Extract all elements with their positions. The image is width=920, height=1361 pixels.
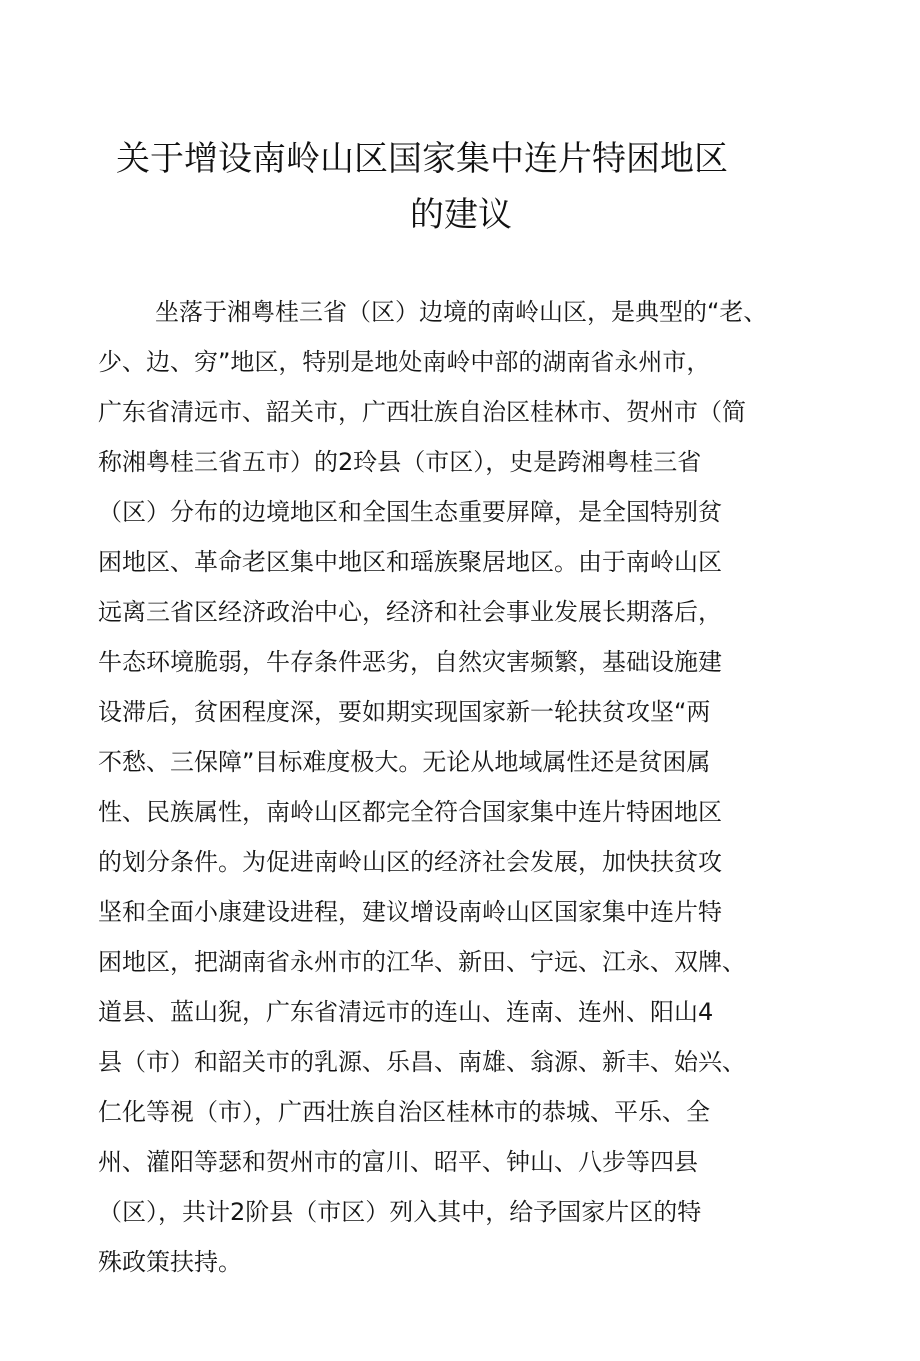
paragraph-line: 性、民族属性，南岭山区都完全符合国家集中连片特困地区 [98,798,722,826]
document-title-line-1: 关于增设南岭山区国家集中连片特困地区 [116,139,728,179]
paragraph-line: 州、灌阳等瑟和贺州市的富川、昭平、钟山、八步等四县 [98,1148,698,1176]
paragraph-line: （区）分布的边境地区和全国生态重要屏障，是全国特别贫 [98,498,722,526]
paragraph-line: 坚和全面小康建设进程，建议增设南岭山区国家集中连片特 [98,898,722,926]
paragraph-line: 设滞后，贫困程度深，要如期实现国家新一轮扶贫攻坚“两 [98,698,711,726]
paragraph-line: 不愁、三保障”目标难度极大。无论从地域属性还是贫困属 [98,748,711,776]
paragraph-line: 坐落于湘粤桂三省（区）边境的南岭山区，是典型的“老、 [155,298,768,326]
paragraph-line: 广东省清远市、韶关市，广西壮族自治区桂林市、贺州市（简 [98,398,746,426]
paragraph-line: 困地区、革命老区集中地区和瑶族聚居地区。由于南岭山区 [98,548,722,576]
paragraph-line: 远离三省区经济政治中心，经济和社会事业发展长期落后， [98,598,722,626]
paragraph-line: 的划分条件。为促进南岭山区的经济社会发展，加快扶贫攻 [98,848,722,876]
document-title-line-2: 的建议 [410,195,512,235]
paragraph-line: 困地区，把湖南省永州市的江华、新田、宁远、江永、双牌、 [98,948,746,976]
paragraph-line: 道县、蓝山猊，广东省清远市的连山、连南、连州、阳山4 [98,998,714,1026]
paragraph-line: （区），共计2阶县（市区）列入其中，给予国家片区的特 [98,1198,702,1226]
paragraph-line: 少、边、穷”地区，特别是地处南岭中部的湖南省永州市， [98,348,711,376]
paragraph-line: 殊政策扶持。 [98,1248,242,1276]
paragraph-line: 称湘粤桂三省五市）的2玲县（市区），史是跨湘粤桂三省 [98,448,702,476]
paragraph-line: 县（市）和韶关市的乳源、乐昌、南雄、翁源、新丰、始兴、 [98,1048,746,1076]
paragraph-line: 仁化等視（市），广西壮族自治区桂林市的恭城、平乐、全 [98,1098,710,1126]
paragraph-line: 牛态环境脆弱，牛存条件恶劣，自然灾害频繁，基础设施建 [98,648,722,676]
